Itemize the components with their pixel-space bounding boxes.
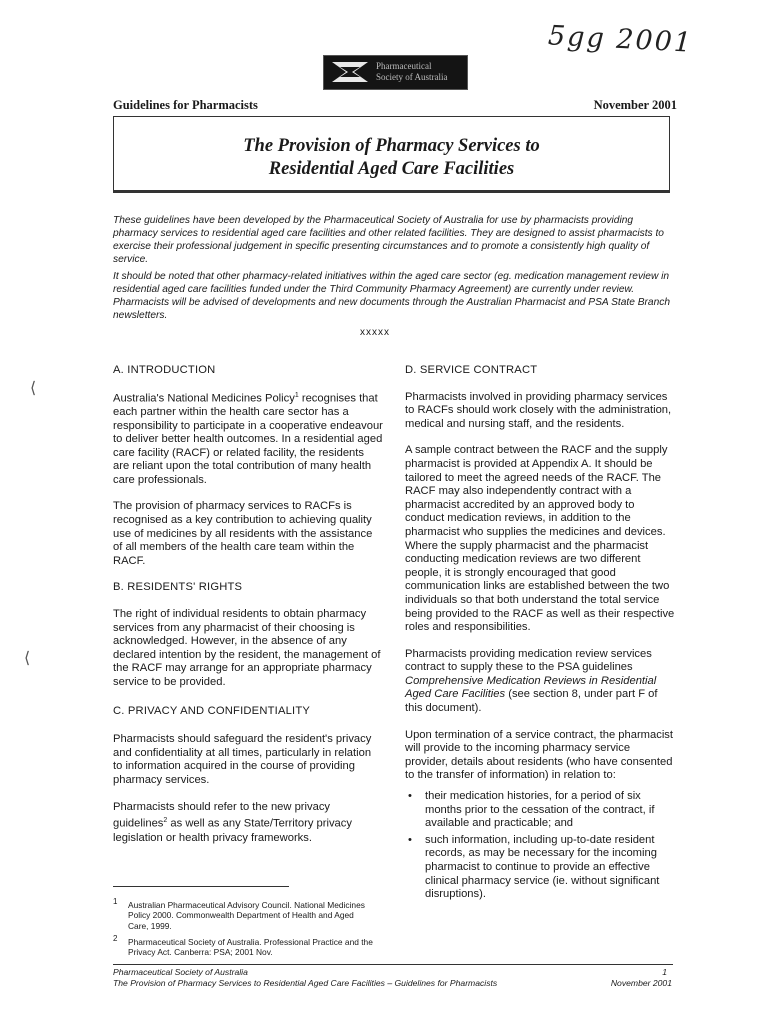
privacy-text-2a: Pharmacists should refer to the new privacy guidelines bbox=[113, 800, 331, 830]
privacy-paragraph-1: Pharmacists should safeguard the resident's privacy and confidentiality at all times, particularly in relation to information acquired in the course of providing pharmacy services. bbox=[113, 733, 372, 786]
footnote-ref-1: 1 bbox=[294, 391, 299, 399]
footer-rule bbox=[113, 964, 673, 965]
intro-text-2: It should be noted that other pharmacy-related initiatives within the aged care sector (eg. medication management review in residential aged care facilities funded under the Third Community Pharmacy Agreement) are currently under review. Pharmacists will be advised of developments and new documents through the Australian Pharmacist and PSA State Branch newsletters. bbox=[113, 271, 671, 321]
intro-paragraph-2 bbox=[113, 270, 678, 322]
heading-introduction: A. INTRODUCTION bbox=[113, 364, 216, 376]
title-box bbox=[113, 116, 670, 193]
intro-text-1: These guidelines have been developed by the Pharmaceutical Society of Australia for use by pharmacists providing pharmacy services to residential aged care facilities and other related facilities. They are designed to assist pharmacists to exercise their professional judgement in specific presenting circumstances and to promote a consistently high quality of service. bbox=[113, 215, 664, 265]
guideline-title-italic: Comprehensive Medication Reviews in Residential Aged Care Facilities bbox=[405, 674, 657, 701]
introduction-paragraph-1 bbox=[113, 389, 383, 488]
psa-emblem-icon bbox=[328, 59, 372, 85]
heading-residents-rights: B. RESIDENTS' RIGHTS bbox=[113, 581, 243, 594]
termination-bullet-list bbox=[405, 790, 675, 902]
logo-text-line2: Society of Australia bbox=[376, 72, 448, 82]
footnote-1-text: Australian Pharmaceutical Advisory Council. National Medicines Policy 2000. Commonwealth Department of Health and Aged Care, 1999. bbox=[128, 900, 365, 931]
privacy-text-2b: as well as any State/Territory privacy legislation or health privacy frameworks. bbox=[113, 817, 352, 844]
footnote-2-text: Pharmaceutical Society of Australia. Professional Practice and the Privacy Act. Canberra: PSA; 2001 Nov. bbox=[128, 937, 373, 958]
service-contract-text-3b: (see section 8, under part F of this document). bbox=[405, 688, 658, 715]
privacy-paragraph-2 bbox=[113, 801, 383, 846]
footnote-rule bbox=[113, 886, 289, 887]
margin-mark-2: ⟨ bbox=[24, 650, 31, 667]
header-date: November 2001 bbox=[593, 98, 677, 112]
right-column bbox=[405, 364, 675, 905]
service-contract-paragraph-1: Pharmacists involved in providing pharmacy services to RACFs should work closely with the administration, medical and nursing staff, and the residents. bbox=[405, 390, 672, 430]
residents-rights-paragraph: The right of individual residents to obtain pharmacy services from any pharmacist of their choosing is acknowledged. However, in the absence of any declared intention by the resident, the management of the RACF may arrange for an appropriate pharmacy service to be provided. bbox=[113, 608, 381, 689]
service-contract-paragraph-4: Upon termination of a service contract, the pharmacist will provide to the incoming pharmacy service provider, details about residents (who have consented to the transfer of information) in relation to: bbox=[405, 728, 674, 782]
title-line1: The Provision of Pharmacy Services to bbox=[243, 136, 540, 156]
list-item: • such information, including up-to-date resident records, as may be necessary for the incoming pharmacist to continue to provide an effective clinical pharmacy service (ie. without significant disruptions). bbox=[405, 834, 675, 902]
section-separator: xxxxx bbox=[360, 327, 390, 338]
introduction-text-1b: recognises that each partner within the health care sector has a responsibility to participate in a cooperative endeavour to deliver better health outcomes. In a residential aged care facility (RACF) or related facility, the residents are reliant upon the total contribution of many health care professionals. bbox=[113, 392, 383, 486]
header-left: Guidelines for Pharmacists bbox=[113, 98, 258, 112]
footer-page-number: 1 bbox=[662, 967, 667, 977]
psa-logo bbox=[323, 55, 468, 90]
footer-organisation: Pharmaceutical Society of Australia bbox=[113, 967, 248, 977]
footnote-1-number: 1 bbox=[113, 897, 118, 906]
footer-date: November 2001 bbox=[610, 978, 672, 988]
handwritten-note: 5gg 2001 bbox=[547, 20, 694, 59]
logo-text-line1: Pharmaceutical bbox=[376, 61, 432, 71]
service-contract-text-3a: Pharmacists providing medication review services contract to supply these to the PSA guidelines bbox=[405, 647, 652, 674]
footnote-ref-2: 2 bbox=[163, 817, 168, 825]
service-contract-paragraph-3 bbox=[405, 648, 675, 716]
margin-mark-1: ⟨ bbox=[30, 380, 37, 397]
title-line2: Residential Aged Care Facilities bbox=[268, 159, 515, 179]
service-contract-paragraph-2: A sample contract between the RACF and the supply pharmacist is provided at Appendix A. It should be tailored to meet the agreed needs of the RACF. The RACF may also independently contract with a pharmacist accredited by an approved body to conduct medication reviews, in addition to the pharmacist who supplies the medicines and devices. Where the supply pharmacist and the pharmacist conducting medication reviews are two different people, it is strongly encouraged that good communication links are established between the two individuals so that both understand the total service being provided to the RACF as well as their respective roles and responsibilities. bbox=[405, 444, 675, 634]
introduction-text-1a: Australia's National Medicines Policy bbox=[113, 392, 295, 405]
heading-service-contract: D. SERVICE CONTRACT bbox=[405, 364, 538, 376]
introduction-paragraph-2: The provision of pharmacy services to RACFs is recognised as a key contribution to achieving quality use of medicines by all residents with the assistance of all members of the health care team within the RACF. bbox=[113, 500, 373, 567]
intro-paragraph-1 bbox=[113, 214, 678, 266]
heading-privacy: C. PRIVACY AND CONFIDENTIALITY bbox=[113, 704, 311, 717]
footnote-2-number: 2 bbox=[113, 934, 118, 943]
footnote-1 bbox=[113, 897, 375, 931]
footer-document-title: The Provision of Pharmacy Services to Residential Aged Care Facilities – Guidelines for Pharmacists bbox=[113, 978, 498, 988]
left-column bbox=[113, 364, 383, 845]
list-item: • their medication histories, for a period of six months prior to the cessation of the contract, if available and practicable; and bbox=[405, 790, 675, 831]
footnote-2 bbox=[113, 934, 375, 958]
